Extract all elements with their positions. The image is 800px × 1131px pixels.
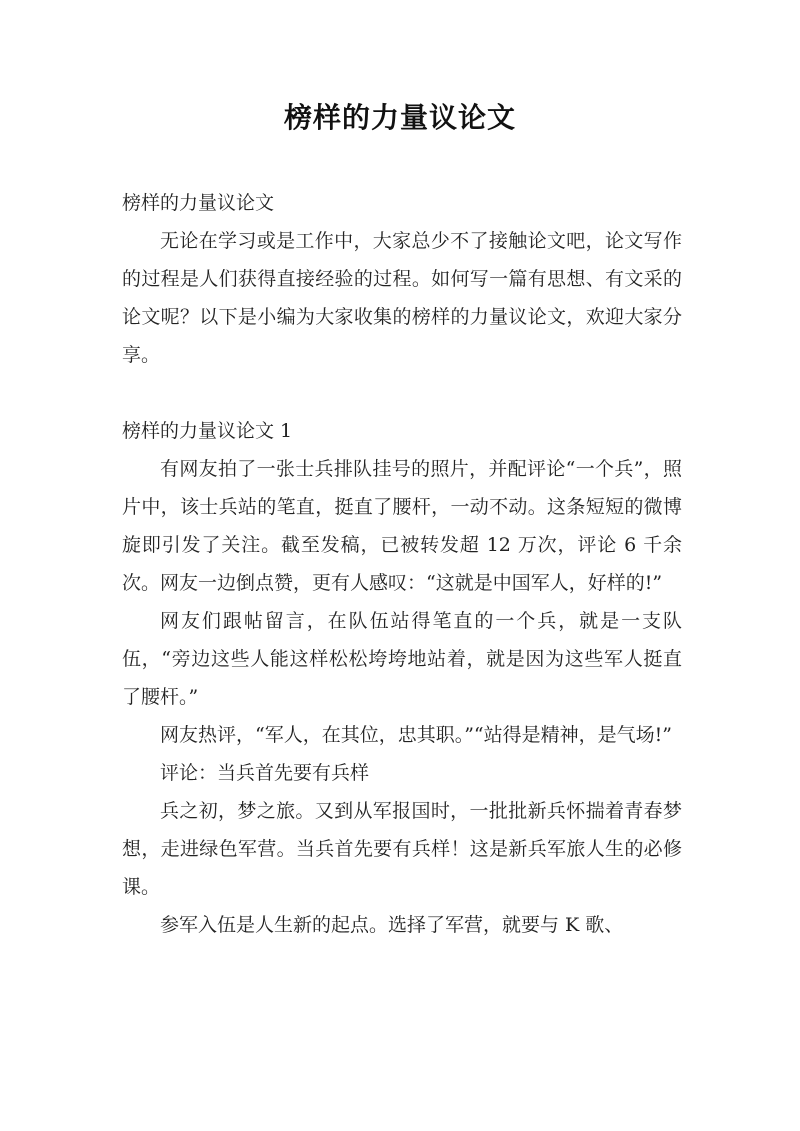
- body-paragraph: 评论：当兵首先要有兵样: [160, 762, 370, 784]
- body-paragraph: 有网友拍了一张士兵排队挂号的照片，并配评论“一个兵”，照片中，该士兵站的笔直，挺直了腰杆，一动不动。这条短短的微博旋即引发了关注。截至发稿，已被转发超 12 万次，评论 6 千余次。网友一边倒点赞，更有人感叹：“这就是中国军人，好样的!”: [122, 458, 682, 594]
- section-spacer: [122, 374, 682, 412]
- body-paragraph: 参军入伍是人生新的起点。选择了军营，就要与 K 歌、: [160, 914, 624, 936]
- section-heading: 榜样的力量议论文 1: [122, 420, 293, 442]
- intro-paragraph: 无论在学习或是工作中，大家总少不了接触论文吧，论文写作的过程是人们获得直接经验的过程。如何写一篇有思想、有文采的论文呢？以下是小编为大家收集的榜样的力量议论文，欢迎大家分享。: [122, 230, 682, 366]
- body-paragraph: 网友热评，“军人，在其位，忠其职。”“站得是精神，是气场!”: [160, 724, 672, 746]
- document-body: [122, 184, 682, 944]
- document-subtitle: 榜样的力量议论文: [122, 192, 275, 214]
- document-title: 榜样的力量议论文: [283, 101, 516, 134]
- body-paragraph: 兵之初，梦之旅。又到从军报国时，一批批新兵怀揣着青春梦想，走进绿色军营。当兵首先要有兵样！这是新兵军旅人生的必修课。: [122, 800, 682, 898]
- body-paragraph: 网友们跟帖留言，在队伍站得笔直的一个兵，就是一支队伍，“旁边这些人能这样松松垮垮地站着，就是因为这些军人挺直了腰杆。”: [122, 610, 682, 708]
